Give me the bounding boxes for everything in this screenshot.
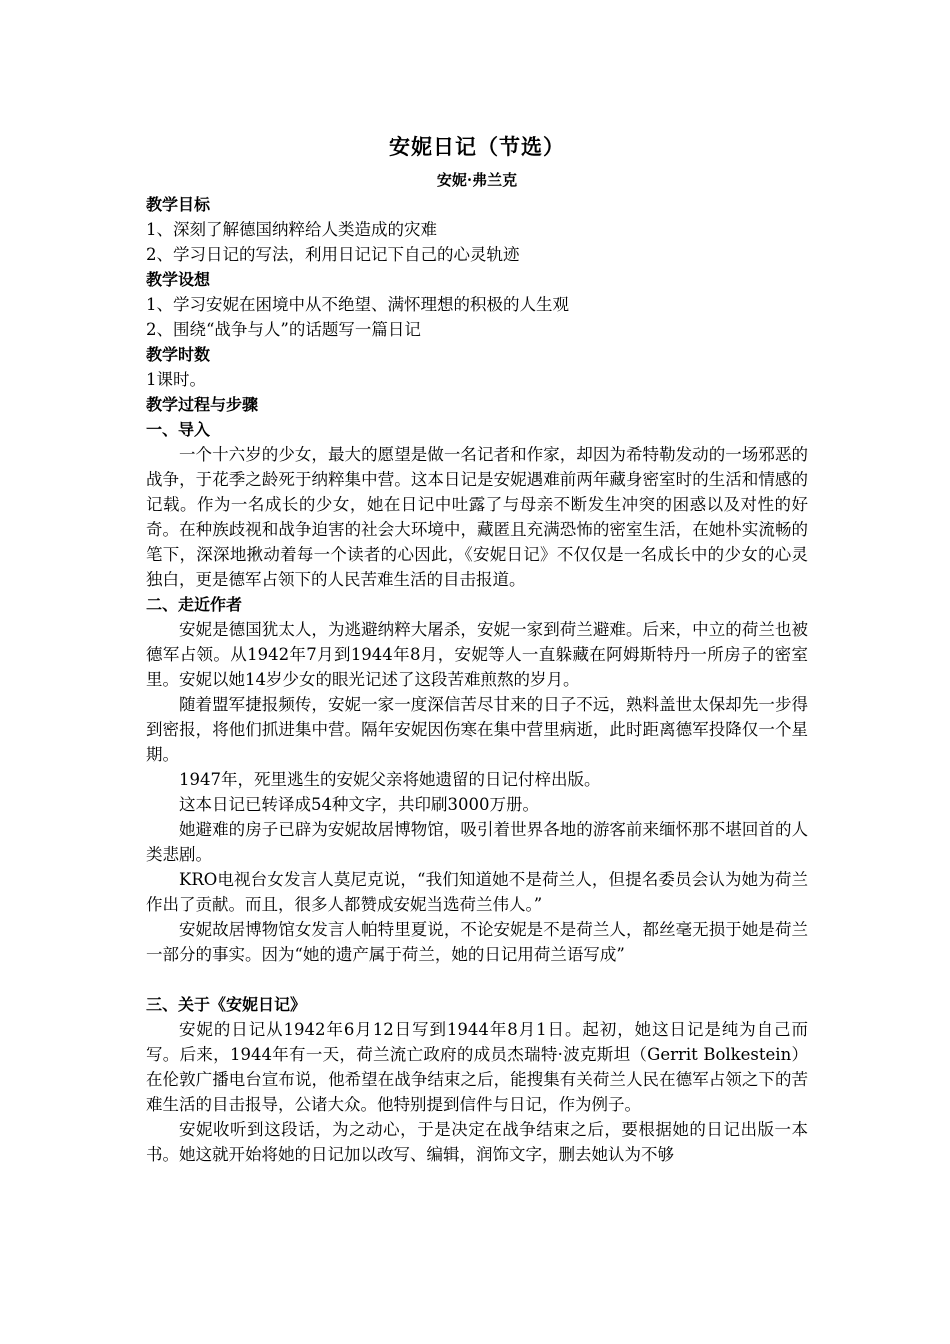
intro-paragraph: 一个十六岁的少女，最大的愿望是做一名记者和作家，却因为希特勒发动的一场邪恶的战争，于花季之龄死于纳粹集中营。这本日记是安妮遇难前两年藏身密室时的生活和情感的记载。作为一名成长的少女，她在日记中吐露了与母亲不断发生冲突的困惑以及对性的好奇。在种族歧视和战争迫害的社会大环境中，藏匿且充满恐怖的密室生活，在她朴实流畅的笔下，深深地揪动着每一个读者的心因此，《安妮日记》不仅仅是一名成长中的少女的心灵独白，更是德军占领下的人民苦难生活的目击报道。 [146, 445, 808, 589]
heading-section-diary: 三、关于《安妮日记》 [146, 995, 307, 1014]
heading-teaching-ideas: 教学设想 [146, 270, 211, 289]
diary-paragraph: 安妮的日记从1942年6月12日写到1944年8月1日。起初，她这日记是纯为自己而写。后来，1944年有一天，荷兰流亡政府的成员杰瑞特·波克斯坦（Gerrit Bolkestein）在伦敦广播电台宣布说，他希望在战争结束之后，能搜集有关荷兰人民在德军占领之下的苦难生活的目击报导，公诸大众。他特别提到信件与日记，作为例子。 [146, 1020, 808, 1114]
heading-teaching-process: 教学过程与步骤 [146, 395, 259, 414]
document-title: 安妮日记（节选） [389, 134, 565, 159]
idea-item: 2、围绕“战争与人”的话题写一篇日记 [146, 320, 421, 339]
author-paragraph: 安妮故居博物馆女发言人帕特里夏说，不论安妮是不是荷兰人，都丝毫无损于她是荷兰一部分的事实。因为“她的遗产属于荷兰，她的日记用荷兰语写成” [146, 920, 808, 964]
teaching-hours-text: 1课时。 [146, 370, 206, 389]
author-paragraph: 安妮是德国犹太人，为逃避纳粹大屠杀，安妮一家到荷兰避难。后来，中立的荷兰也被德军占领。从1942年7月到1944年8月，安妮等人一直躲藏在阿姆斯特丹一所房子的密室里。安妮以她14岁少女的眼光记述了这段苦难煎熬的岁月。 [146, 620, 808, 689]
author-paragraph: 这本日记已转译成54种文字，共印刷3000万册。 [179, 795, 539, 814]
blank-line [146, 967, 808, 992]
heading-section-author: 二、走近作者 [146, 595, 243, 614]
author-paragraph: 随着盟军捷报频传，安妮一家一度深信苦尽甘来的日子不远，熟料盖世太保却先一步得到密报，将他们抓进集中营。隔年安妮因伤寒在集中营里病逝，此时距离德军投降仅一个星期。 [146, 695, 808, 764]
document-page [146, 130, 808, 1167]
author-paragraph: 她避难的房子已辟为安妮故居博物馆，吸引着世界各地的游客前来缅怀那不堪回首的人类悲剧。 [146, 820, 808, 864]
heading-section-intro: 一、导入 [146, 420, 211, 439]
author-paragraph: 1947年，死里逃生的安妮父亲将她遗留的日记付梓出版。 [179, 770, 601, 789]
document-author: 安妮·弗兰克 [436, 171, 518, 189]
author-paragraph: KRO电视台女发言人莫尼克说，“我们知道她不是荷兰人，但提名委员会认为她为荷兰作出了贡献。而且，很多人都赞成安妮当选荷兰伟人。” [146, 870, 808, 914]
heading-teaching-hours: 教学时数 [146, 345, 211, 364]
goal-item: 1、深刻了解德国纳粹给人类造成的灾难 [146, 220, 437, 239]
idea-item: 1、学习安妮在困境中从不绝望、满怀理想的积极的人生观 [146, 295, 569, 314]
goal-item: 2、学习日记的写法，利用日记记下自己的心灵轨迹 [146, 245, 520, 264]
diary-paragraph: 安妮收听到这段话，为之动心，于是决定在战争结束之后，要根据她的日记出版一本书。她这就开始将她的日记加以改写、编辑，润饰文字，删去她认为不够 [146, 1120, 808, 1164]
heading-teaching-goals: 教学目标 [146, 195, 211, 214]
